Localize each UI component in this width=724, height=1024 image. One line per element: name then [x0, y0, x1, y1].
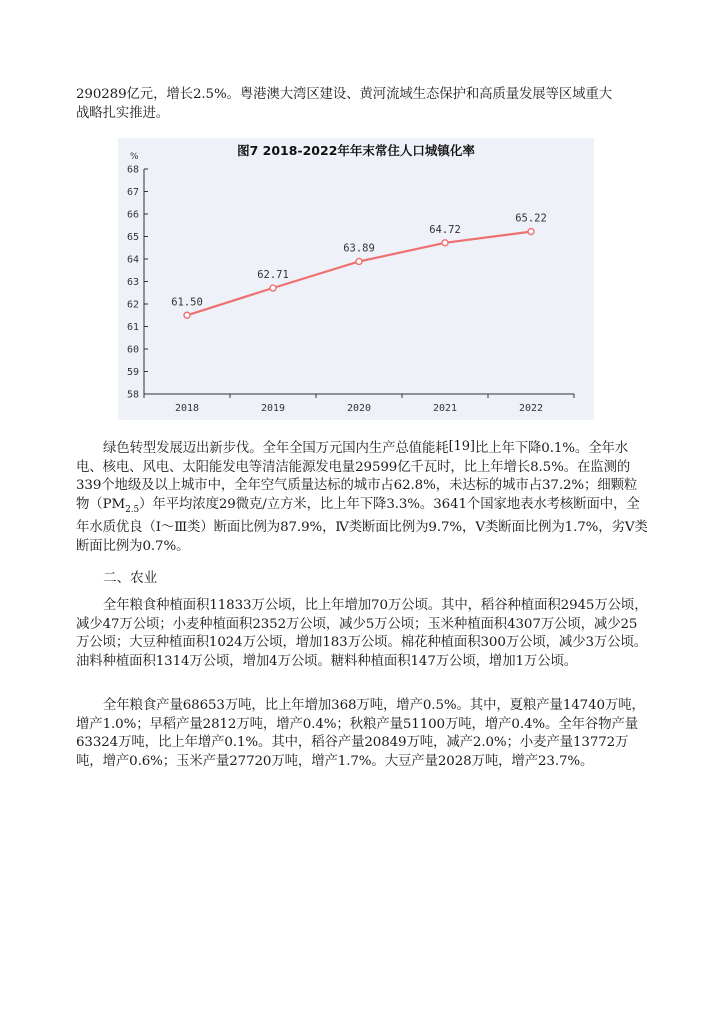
data-label: 63.89	[343, 242, 375, 255]
y-tick-label: 61	[126, 322, 139, 333]
pm-subscript: 2.5	[125, 504, 140, 515]
intro-paragraph	[76, 86, 648, 123]
urbanization-chart	[118, 138, 594, 420]
x-tick-label: 2021	[432, 403, 458, 414]
y-tick-label: 59	[126, 367, 139, 378]
intro-line-1: 290289亿元，增长2.5%。粤港澳大湾区建设、黄河流域生态保护和高质量发展等区域重大	[76, 87, 613, 102]
y-tick-label: 67	[126, 187, 139, 198]
y-unit-label: %	[130, 152, 139, 162]
data-label: 65.22	[515, 212, 547, 225]
green-text-2: 比上年下降0.1%。全年水电、核电、风电、太阳能发电等清洁能源发电量29599亿千瓦时，比上年增长8.5%。在监测的339个地级及以上城市中，全年空气质量达标的城市占62.8%，未达标的城市占37.2%；细颗粒物（PM	[76, 441, 638, 512]
y-tick-label: 65	[126, 232, 139, 243]
data-label: 62.71	[257, 269, 289, 282]
intro-line-2: 战略扎实推进。	[76, 105, 170, 121]
y-tick-label: 62	[126, 299, 139, 311]
data-point	[184, 312, 190, 318]
green-text-1: 绿色转型发展迈出新步伐。全年全国万元国内生产总值能耗	[103, 441, 449, 456]
agri-output-paragraph: 全年粮食产量68653万吨，比上年增加368万吨，增产0.5%。其中，夏粮产量14740万吨，增产1.0%；早稻产量2812万吨，增产0.4%；秋粮产量51100万吨，增产0.4%。全年谷物产量63324万吨，比上年增产0.1%。其中，稻谷产量20849万吨，减产2.0%；小麦产量13772万吨，增产0.6%；玉米产量27720万吨，增产1.7%。大豆产量2028万吨，增产23.7%。	[76, 698, 645, 769]
x-tick-label: 2018	[174, 403, 200, 414]
x-tick-label: 2019	[260, 403, 286, 414]
chart-title: 图7 2018-2022年年末常住人口城镇化率	[237, 143, 475, 158]
data-point	[442, 240, 448, 246]
agri-area-paragraph: 全年粮食种植面积11833万公顷，比上年增加70万公顷。其中，稻谷种植面积2945万公顷，减少47万公顷；小麦种植面积2352万公顷，减少5万公顷；玉米种植面积4307万公顷，减少25万公顷；大豆种植面积1024万公顷，增加183万公顷。棉花种植面积300万公顷，减少3万公顷。油料种植面积1314万公顷，增加4万公顷。糖料种植面积147万公顷，增加1万公顷。	[76, 598, 648, 669]
y-tick-label: 58	[126, 389, 139, 401]
green-development-paragraph	[76, 438, 648, 557]
y-tick-label: 66	[126, 209, 139, 221]
data-point	[528, 229, 534, 235]
section-heading-agriculture: 二、农业	[103, 570, 158, 586]
chart-canvas	[118, 138, 594, 420]
data-point	[270, 285, 276, 291]
x-tick-label: 2020	[346, 403, 372, 414]
green-text-3: ）年平均浓度29微克/立方米，比上年下降3.3%。3641个国家地表水考核断面中，全年水质优良（Ⅰ～Ⅲ类）断面比例为87.9%，Ⅳ类断面比例为9.7%，Ⅴ类断面比例为1.7%，劣Ⅴ类断面比例为0.7%。	[76, 496, 648, 554]
data-point	[356, 258, 362, 264]
data-label: 61.50	[171, 296, 203, 309]
footnote-ref[interactable]: [19]	[448, 439, 475, 454]
data-label: 64.72	[429, 223, 461, 236]
x-tick-label: 2022	[518, 403, 544, 414]
y-tick-label: 60	[126, 344, 139, 356]
y-tick-label: 63	[126, 277, 139, 288]
y-tick-label: 68	[126, 164, 139, 176]
y-tick-label: 64	[126, 254, 139, 266]
